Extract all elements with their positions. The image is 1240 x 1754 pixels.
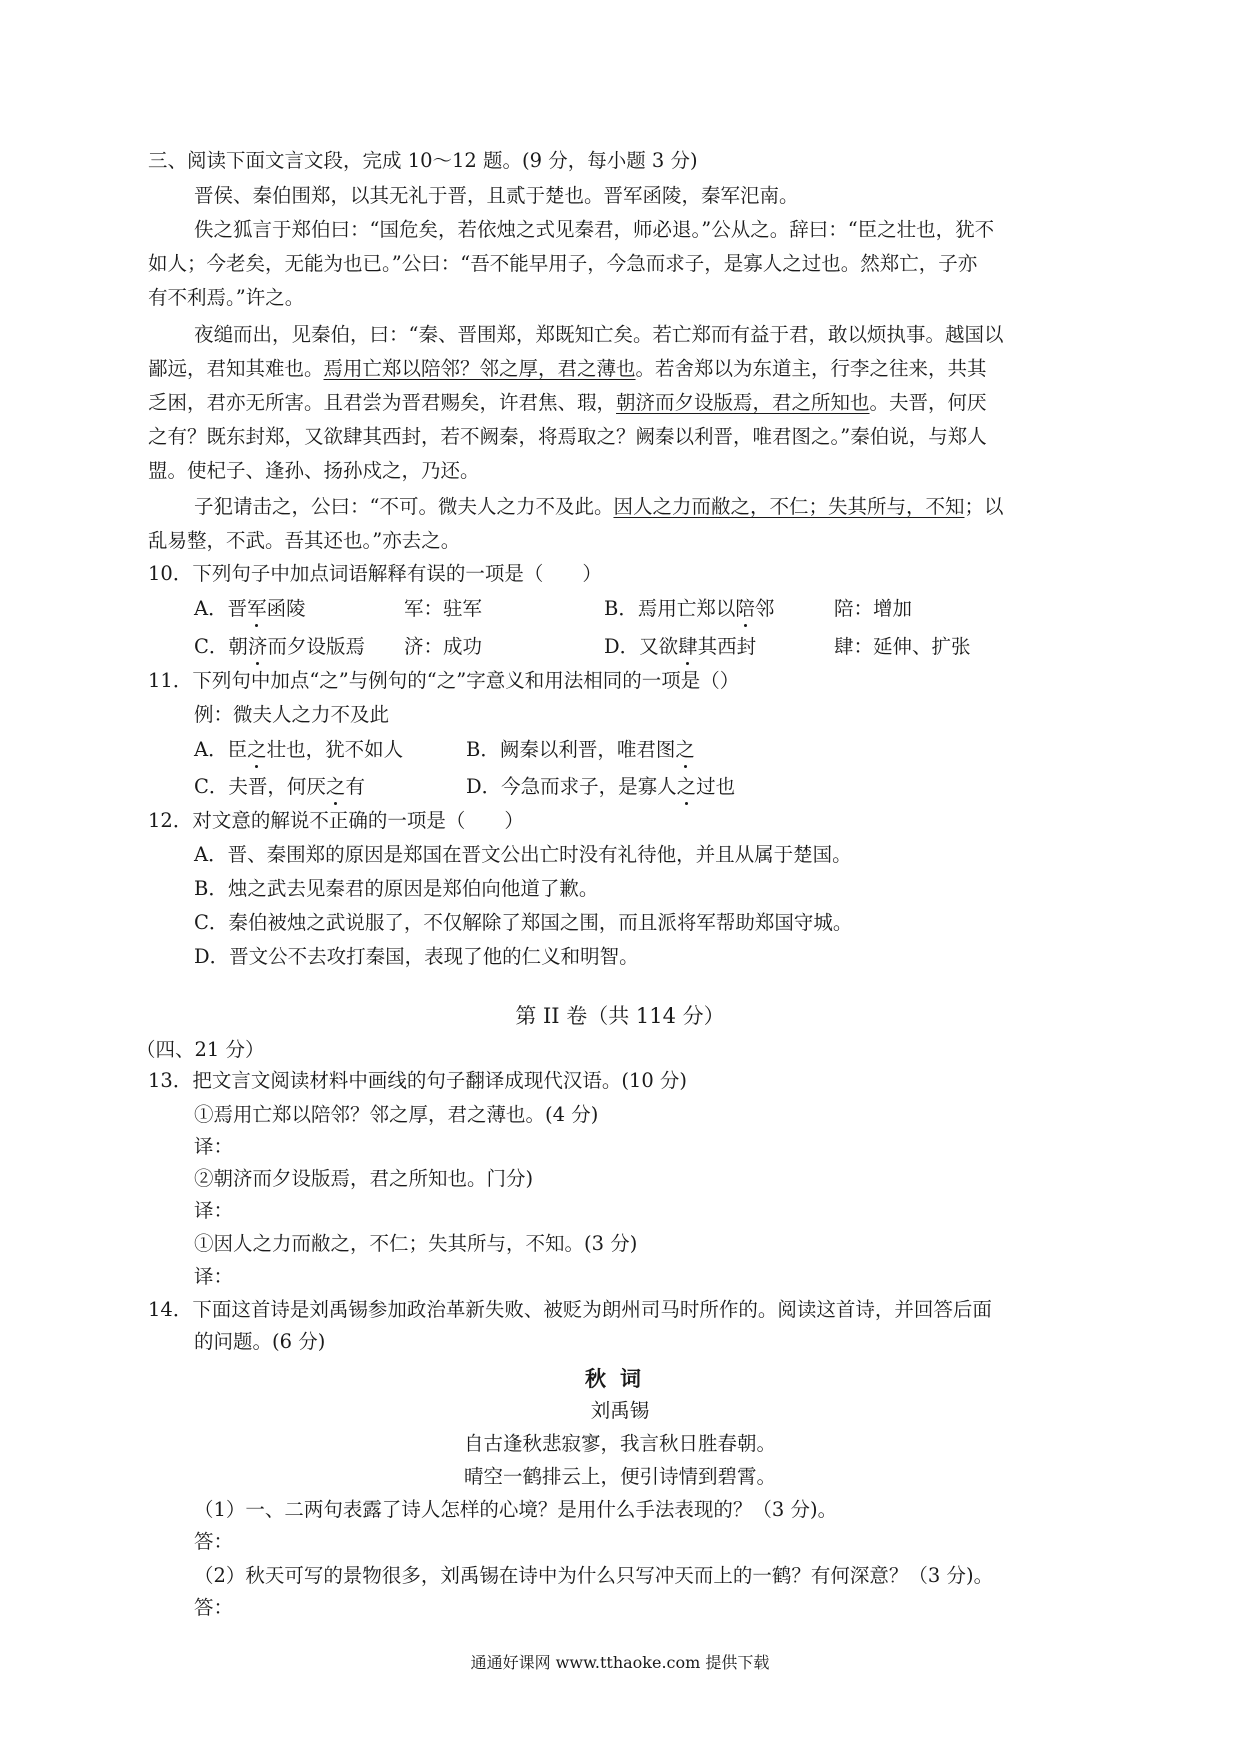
poem-title: 秋词 [585, 1366, 655, 1391]
question-11-stem: 11．下列句中加点“之”与例句的“之”字意义和用法相同的一项是（） [148, 669, 740, 692]
text-run: D．今急而求子，是寡人 [466, 775, 677, 798]
text-run: 子犯请击之，公曰：“不可。微夫人之力不及此。 [194, 495, 614, 518]
text-run: C．朝 [194, 635, 248, 658]
q10-option-b-definition: 陪：增加 [834, 597, 913, 620]
q10-option-d [604, 634, 756, 660]
q11-example: 例：微夫人之力不及此 [194, 703, 390, 726]
text-run: 壮也，犹不如人 [266, 738, 404, 761]
text-run: ；以 [964, 495, 1004, 518]
q10-option-c [194, 634, 365, 660]
passage-p3-line-5: 盟。使杞子、逢孙、扬孙戍之，乃还。 [148, 459, 480, 482]
page-footer: 通通好课网 www.tthaoke.com 提供下载 [470, 1653, 770, 1672]
text-run: C．夫晋，何厌 [194, 775, 326, 798]
question-10-stem: 10．下列句子中加点词语解释有误的一项是（ ） [148, 562, 602, 585]
passage-p2-line-2: 如人；今老矣，无能为也已。”公曰：“吾不能早用子，今急而求子，是寡人之过也。然郑亡，子亦 [148, 252, 978, 275]
q11-option-b [466, 737, 695, 763]
poem-line-1: 自古逢秋悲寂寥，我言秋日胜春朝。 [463, 1432, 776, 1455]
text-run: A．晋 [194, 597, 248, 620]
question-14-stem-line-2: 的问题。(6 分) [194, 1330, 326, 1353]
q10-option-a [194, 596, 306, 622]
q12-option-d: D．晋文公不去攻打秦国，表现了他的仁义和明智。 [194, 945, 639, 968]
q13-translate-1: 译： [194, 1135, 234, 1158]
text-run: 乏困，君亦无所害。且君尝为晋君赐矣，许君焦、瑕， [148, 391, 617, 414]
text-run: 鄙远，君知其难也。 [148, 357, 324, 380]
text-run: 。若舍郑以为东道主，行李之往来，共其 [635, 357, 987, 380]
poem-author: 刘禹锡 [590, 1399, 650, 1422]
q12-option-c: C．秦伯被烛之武说服了，不仅解除了郑国之围，而且派将军帮助郑国守城。 [194, 911, 853, 934]
q13-sentence-3: ①因人之力而敝之，不仁；失其所与，不知。(3 分) [194, 1232, 638, 1255]
question-13-stem: 13．把文言文阅读材料中画线的句子翻译成现代汉语。(10 分) [148, 1069, 688, 1092]
text-run: 函陵 [266, 597, 306, 620]
dotted-word: 之 [247, 738, 267, 761]
passage-p2-line-3: 有不利焉。”许之。 [148, 286, 305, 309]
poem-line-2: 晴空一鹤排云上，便引诗情到碧霄。 [463, 1465, 776, 1488]
passage-p4-line-1 [194, 494, 1004, 520]
text-run: 有 [345, 775, 365, 798]
question-14-stem-line-1: 14．下面这首诗是刘禹锡参加政治革新失败、被贬为朗州司马时所作的。阅读这首诗，并回答后面 [148, 1298, 992, 1321]
dotted-word: 军 [247, 597, 267, 620]
underlined-sentence-1: 焉用亡郑以陪邻？邻之厚，君之薄也 [323, 357, 636, 380]
q10-option-d-definition: 肆：延伸、扩张 [834, 635, 971, 658]
passage-p4-line-2: 乱易整，不武。吾其还也。”亦去之。 [148, 529, 461, 552]
text-run: B．焉用亡郑以 [604, 597, 736, 620]
q10-option-a-definition: 军：驻军 [404, 597, 483, 620]
q10-option-c-definition: 济：成功 [404, 635, 483, 658]
text-run: 而夕设版焉 [267, 635, 365, 658]
q14-subquestion-1: （1）一、二两句表露了诗人怎样的心境？是用什么手法表现的？（3 分)。 [194, 1498, 838, 1521]
text-run: B．阙秦以利晋，唯君图 [466, 738, 676, 761]
q14-answer-2: 答： [194, 1596, 234, 1619]
q12-option-b: B．烛之武去见秦君的原因是郑伯向他道了歉。 [194, 877, 599, 900]
q11-option-a [194, 737, 403, 763]
underlined-sentence-2: 朝济而夕设版焉，君之所知也 [616, 391, 870, 414]
q12-option-a: A．晋、秦围郑的原因是郑国在晋文公出亡时没有礼待他，并且从属于楚国。 [194, 843, 852, 866]
q11-option-d [466, 774, 735, 800]
passage-p3-line-3 [148, 390, 987, 416]
q13-translate-2: 译： [194, 1199, 234, 1222]
q11-option-c [194, 774, 365, 800]
passage-paragraph-1: 晋侯、秦伯围郑，以其无礼于晋，且贰于楚也。晋军函陵，秦军汜南。 [194, 184, 799, 207]
section-heading: 三、阅读下面文言文段，完成 10～12 题。(9 分，每小题 3 分) [148, 149, 698, 172]
q14-subquestion-2: （2）秋天可写的景物很多，刘禹锡在诗中为什么只写冲天而上的一鹤？有何深意？（3 分)。 [194, 1564, 994, 1587]
dotted-word: 济 [247, 635, 268, 658]
dotted-word: 之 [675, 738, 695, 761]
q10-option-b [604, 596, 774, 622]
passage-p3-line-2 [148, 356, 987, 382]
dotted-word: 之 [676, 775, 697, 798]
text-run: 邻 [754, 597, 775, 620]
passage-p3-line-4: 之有？既东封郑，又欲肆其西封，若不阙秦，将焉取之？阙秦以利晋，唯君图之。”秦伯说，与郑人 [148, 425, 987, 448]
part-2-title: 第 II 卷（共 114 分） [515, 1004, 725, 1028]
part-2-subtitle: （四、21 分） [136, 1038, 265, 1061]
text-run: 。夫晋，何厌 [869, 391, 987, 414]
text-run: 过也 [696, 775, 736, 798]
underlined-sentence-3: 因人之力而敝之，不仁；失其所与，不知 [613, 495, 965, 518]
q13-sentence-2: ②朝济而夕设版焉，君之所知也。门分) [194, 1167, 534, 1190]
text-run: A．臣 [194, 738, 248, 761]
question-12-stem: 12．对文意的解说不正确的一项是（ ） [148, 809, 524, 832]
text-run: 其西封 [697, 635, 757, 658]
passage-p3-line-1: 夜缒而出，见秦伯，曰：“秦、晋围郑，郑既知亡矣。若亡郑而有益于君，敢以烦执事。越国以 [194, 323, 1004, 346]
dotted-word: 之 [325, 775, 346, 798]
text-run: D．又欲 [604, 635, 679, 658]
passage-p2-line-1: 佚之狐言于郑伯曰：“国危矣，若依烛之式见秦君，师必退。”公从之。辞曰：“臣之壮也，犹不 [194, 218, 995, 241]
q13-translate-3: 译： [194, 1265, 234, 1288]
dotted-word: 陪 [735, 597, 755, 620]
q14-answer-1: 答： [194, 1530, 234, 1553]
dotted-word: 肆 [678, 635, 698, 658]
q13-sentence-1: ①焉用亡郑以陪邻？邻之厚，君之薄也。(4 分) [194, 1103, 599, 1126]
